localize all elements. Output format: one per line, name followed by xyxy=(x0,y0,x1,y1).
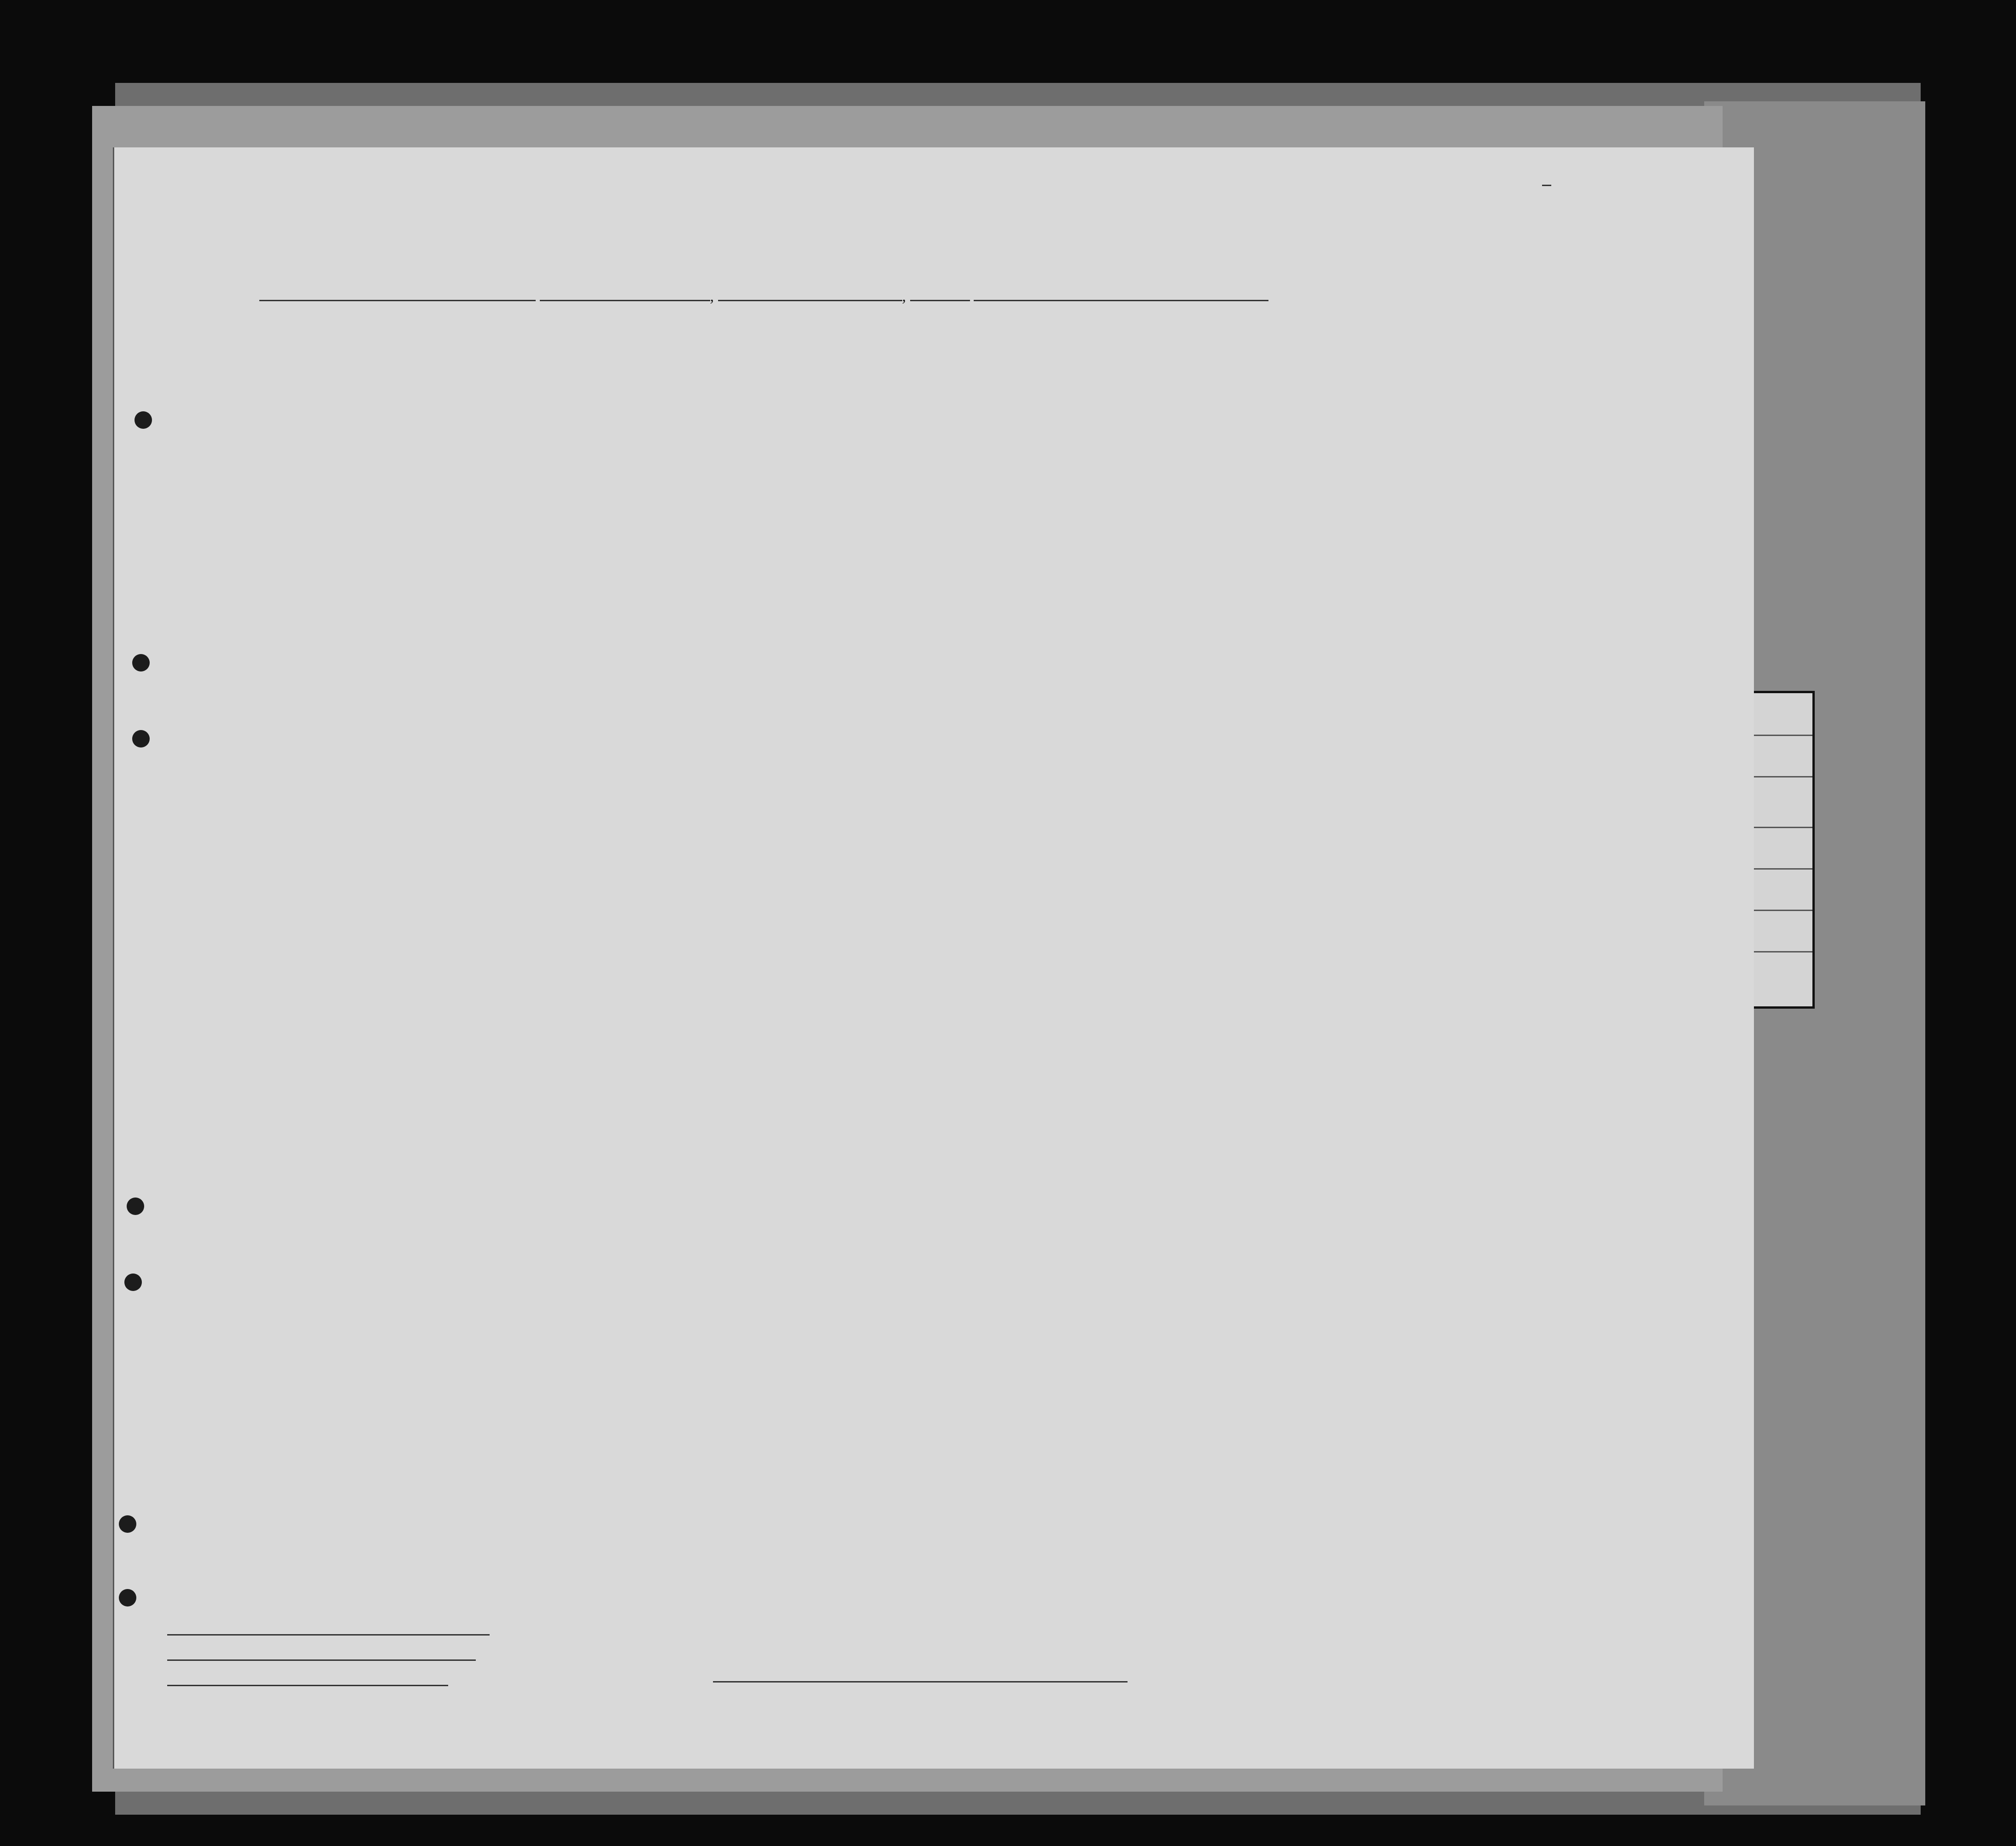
punch-hole xyxy=(132,654,150,672)
arrival-port xyxy=(540,300,710,301)
sheet-number xyxy=(1542,175,1551,190)
agents-value xyxy=(167,1685,448,1686)
punch-hole xyxy=(119,1589,136,1606)
owners-value xyxy=(167,1659,476,1661)
departure-port xyxy=(974,300,1268,301)
punch-hole xyxy=(119,1515,136,1533)
line-value xyxy=(167,1634,490,1636)
signature-line xyxy=(713,1681,1128,1682)
vessel-name xyxy=(259,300,536,301)
manifest-page xyxy=(113,147,1754,1769)
line-field xyxy=(167,1625,490,1639)
punch-hole xyxy=(132,730,150,748)
punch-hole xyxy=(134,411,152,429)
vessel-line: , , xyxy=(259,288,1268,305)
punch-hole xyxy=(124,1274,142,1291)
owners-field xyxy=(167,1650,476,1664)
agents-field xyxy=(167,1676,448,1689)
arrival-year xyxy=(910,300,970,301)
punch-hole xyxy=(127,1198,144,1215)
sheet-value xyxy=(1542,185,1551,186)
arrival-date xyxy=(718,300,902,301)
